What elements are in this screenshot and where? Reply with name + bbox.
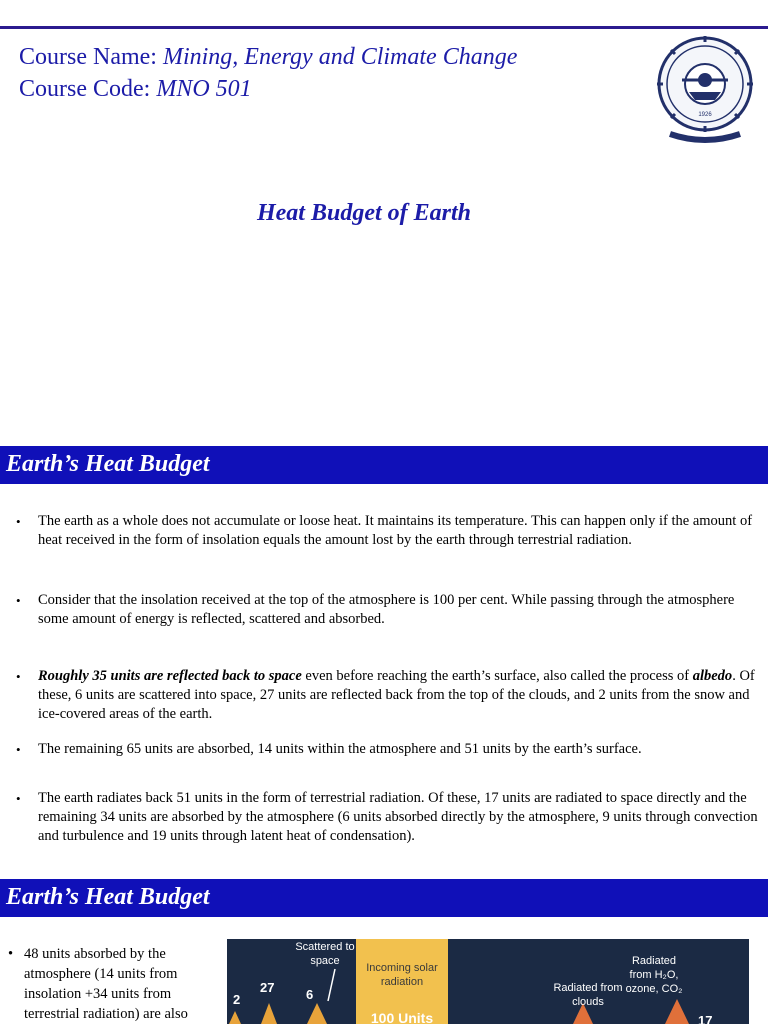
value-27: 27 — [260, 980, 275, 995]
value-2: 2 — [233, 992, 241, 1007]
institute-logo — [652, 34, 758, 148]
incoming-label: Incoming solar radiation — [366, 962, 438, 988]
section-1-header — [0, 446, 768, 484]
bullet-item — [16, 667, 758, 724]
scattered-label: Scattered to space — [295, 941, 355, 967]
arrow-gases-icon — [665, 999, 689, 1024]
side-bullet: • 48 units absorbed by the atmosphere (14 units from insolation +34 units from terrestrial radiation) are also — [8, 944, 229, 1024]
arrow-27-icon — [261, 1003, 277, 1024]
value-6: 6 — [306, 987, 314, 1002]
course-info — [19, 41, 517, 105]
course-name-line — [19, 41, 517, 73]
arrow-2-icon — [229, 1011, 241, 1024]
heat-budget-diagram — [227, 939, 749, 1024]
course-code-line — [19, 73, 517, 105]
course-name-value: Mining, Energy and Climate Change — [162, 44, 518, 70]
scatter-pointer — [328, 969, 335, 1001]
section-2-header — [0, 879, 768, 917]
radiated-clouds-label: Radiated from clouds — [553, 982, 623, 1008]
course-code-value: MNO 501 — [156, 76, 252, 102]
institute-seal-icon — [652, 34, 758, 148]
bullet-emphasis: Roughly 35 units are reflected back to space — [38, 668, 302, 684]
section-2-title: Earth’s Heat Budget — [6, 884, 210, 910]
bullet-text: . Of these, 6 units are scattered into space, 27 units are reflected back from the top of the clouds, and 2 units from the snow and ice-covered areas of the earth. — [38, 668, 755, 722]
bullet-item: • The earth as a whole does not accumulate or loose heat. It maintains its temperature. This can happen only if the amount of heat received in the form of insolation equals the amount lost by the earth through terrestrial radiation. — [16, 512, 758, 550]
course-code-label: Course Code: — [19, 76, 157, 102]
arrow-6-icon — [307, 1003, 327, 1024]
bullet-item: • The earth radiates back 51 units in the form of terrestrial radiation. Of these, 17 units are radiated to space directly and the remaining 34 units are absorbed by the atmosphere (6 units absorbed directly by the atmosphere, 9 units through convection and turbulence and 19 units through latent heat of condensation). — [16, 789, 758, 846]
albedo-term: albedo — [692, 668, 733, 684]
course-name-label: Course Name: — [19, 44, 163, 70]
value-17: 17 — [698, 1013, 713, 1024]
section-1-title: Earth’s Heat Budget — [6, 451, 210, 477]
bullet-item: • Consider that the insolation received at the top of the atmosphere is 100 per cent. While passing through the atmosphere some amount of energy is reflected, scattered and absorbed. — [16, 591, 758, 629]
deck-title: Heat Budget of Earth — [256, 200, 472, 226]
top-rule — [0, 26, 768, 29]
radiated-gases-label: Radiated from H₂O, ozone, CO₂ — [625, 955, 683, 995]
logo-year: 1926 — [698, 112, 712, 118]
bullet-text: even before reaching the earth’s surface, also called the process of — [301, 668, 693, 684]
incoming-units: 100 Units — [370, 1010, 434, 1024]
bullet-item: • The remaining 65 units are absorbed, 14 units within the atmosphere and 51 units by the earth’s surface. — [16, 740, 758, 759]
